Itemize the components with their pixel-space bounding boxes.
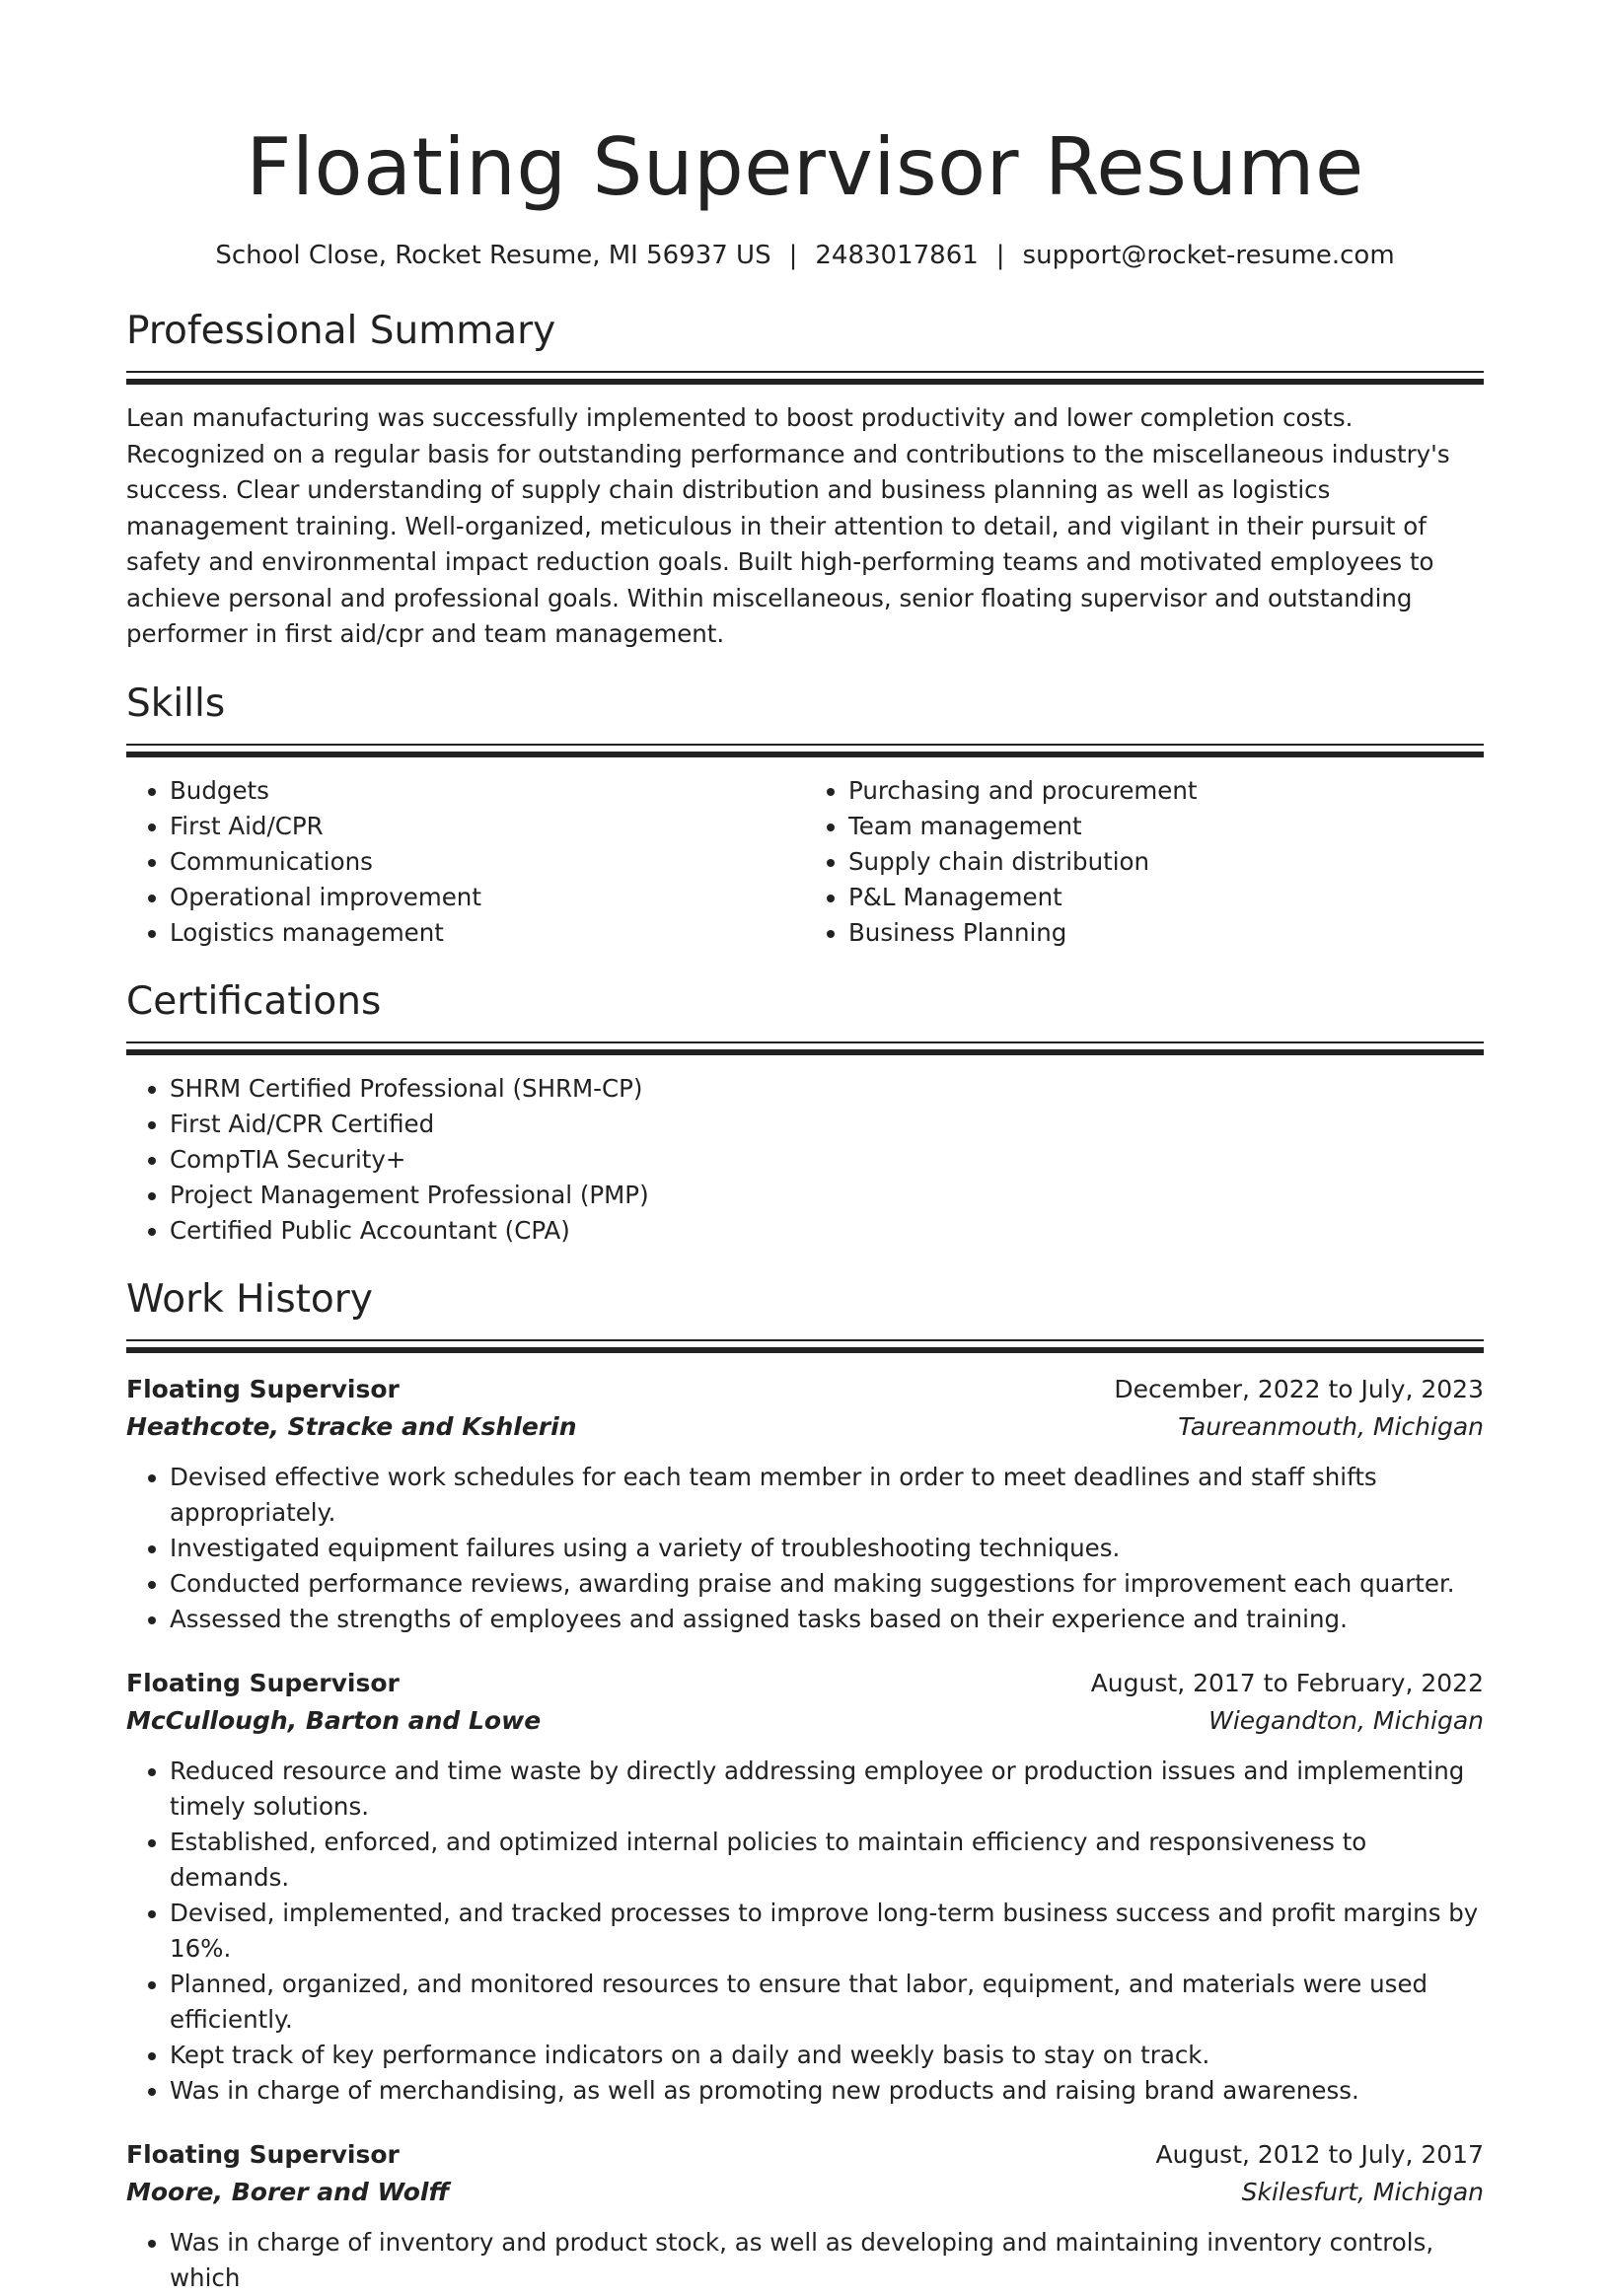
job-title: Floating Supervisor bbox=[126, 1374, 400, 1403]
skills-list-right bbox=[805, 773, 1484, 951]
skills-list-left bbox=[126, 773, 805, 951]
skill-item: • Team management bbox=[848, 809, 1484, 844]
job-bullet: • Planned, organized, and monitored resources to ensure that labor, equipment, and materials were used efficiently. bbox=[170, 1967, 1484, 2038]
professional-summary-section bbox=[126, 308, 1484, 653]
job-bullet: • Established, enforced, and optimized internal policies to maintain efficiency and responsiveness to demands. bbox=[170, 1825, 1484, 1896]
skill-item: • Logistics management bbox=[170, 915, 805, 951]
skill-item: • First Aid/CPR bbox=[170, 809, 805, 844]
skill-item: • Business Planning bbox=[848, 915, 1484, 951]
job-bullets bbox=[126, 1754, 1484, 2109]
skill-item: • P&L Management bbox=[848, 880, 1484, 915]
job-bullet: • Investigated equipment failures using a variety of troubleshooting techniques. bbox=[170, 1531, 1484, 1566]
skill-item: • Purchasing and procurement bbox=[848, 773, 1484, 809]
job-entry bbox=[126, 2136, 1484, 2296]
section-divider bbox=[126, 1041, 1484, 1055]
section-divider bbox=[126, 371, 1484, 385]
job-bullet: • Assessed the strengths of employees and assigned tasks based on their experience and training. bbox=[170, 1602, 1484, 1637]
job-bullet: • Devised effective work schedules for each team member in order to meet deadlines and staff shifts appropriately. bbox=[170, 1460, 1484, 1531]
skills-columns bbox=[126, 773, 1484, 951]
certification-item: • Certified Public Accountant (CPA) bbox=[170, 1213, 1484, 1249]
job-bullet: • Was in charge of merchandising, as well as promoting new products and raising brand awareness. bbox=[170, 2073, 1484, 2109]
section-heading: Professional Summary bbox=[126, 309, 556, 353]
section-heading: Skills bbox=[126, 681, 226, 726]
skill-item: • Supply chain distribution bbox=[848, 844, 1484, 880]
summary-text: Lean manufacturing was successfully implemented to boost productivity and lower completion costs. Recognized on a regular basis for outstanding performance and contributions to the miscellaneous industry's success. Clear understanding of supply chain distribution and business planning as well as logistics management training. Well-organized, meticulous in their attention to detail, and vigilant in their pursuit of safety and environmental impact reduction goals. Built high-performing teams and motivated employees to achieve personal and professional goals. Within miscellaneous, senior floating supervisor and outstanding performer in first aid/cpr and team management. bbox=[126, 403, 1450, 648]
job-company: Moore, Borer and Wolff bbox=[126, 2177, 450, 2206]
skills-section bbox=[126, 681, 1484, 951]
skill-item: • Operational improvement bbox=[170, 880, 805, 915]
job-bullet: • Devised, implemented, and tracked processes to improve long-term business success and profit margins by 16%. bbox=[170, 1896, 1484, 1967]
work-history-section bbox=[126, 1276, 1484, 2296]
certifications-section bbox=[126, 978, 1484, 1249]
contact-email: support@rocket-resume.com bbox=[1022, 241, 1395, 270]
section-divider bbox=[126, 744, 1484, 757]
job-title: Floating Supervisor bbox=[126, 1668, 400, 1697]
job-dates: December, 2022 to July, 2023 bbox=[1114, 1374, 1484, 1403]
job-location: Skilesfurt, Michigan bbox=[1241, 2177, 1484, 2206]
contact-line bbox=[126, 239, 1484, 272]
job-bullet: • Was in charge of inventory and product stock, as well as developing and maintaining inventory controls, which bbox=[170, 2225, 1484, 2296]
job-location: Wiegandton, Michigan bbox=[1208, 1705, 1484, 1735]
resume-title: Floating Supervisor Resume bbox=[246, 121, 1364, 213]
job-company: Heathcote, Stracke and Kshlerin bbox=[126, 1411, 577, 1441]
contact-phone: 2483017861 bbox=[815, 241, 979, 270]
job-entry bbox=[126, 1665, 1484, 2109]
section-divider bbox=[126, 1339, 1484, 1353]
contact-separator: | bbox=[995, 241, 1005, 270]
certification-item: • Project Management Professional (PMP) bbox=[170, 1178, 1484, 1213]
certification-item: • SHRM Certified Professional (SHRM-CP) bbox=[170, 1071, 1484, 1107]
certifications-list bbox=[126, 1071, 1484, 1249]
contact-address: School Close, Rocket Resume, MI 56937 US bbox=[215, 241, 771, 270]
skill-item: • Communications bbox=[170, 844, 805, 880]
contact-separator: | bbox=[788, 241, 798, 270]
job-bullet: • Conducted performance reviews, awarding praise and making suggestions for improvement each quarter. bbox=[170, 1566, 1484, 1602]
job-bullets bbox=[126, 2225, 1484, 2296]
certification-item: • CompTIA Security+ bbox=[170, 1142, 1484, 1178]
job-bullet: • Reduced resource and time waste by directly addressing employee or production issues and implementing timely solutions. bbox=[170, 1754, 1484, 1825]
job-location: Taureanmouth, Michigan bbox=[1178, 1411, 1484, 1441]
job-bullets bbox=[126, 1460, 1484, 1637]
section-heading: Certifications bbox=[126, 978, 382, 1024]
section-heading: Work History bbox=[126, 1276, 373, 1322]
job-title: Floating Supervisor bbox=[126, 2139, 400, 2169]
job-dates: August, 2012 to July, 2017 bbox=[1155, 2139, 1484, 2169]
job-dates: August, 2017 to February, 2022 bbox=[1090, 1668, 1484, 1697]
job-bullet: • Kept track of key performance indicators on a daily and weekly basis to stay on track. bbox=[170, 2038, 1484, 2073]
job-entry bbox=[126, 1371, 1484, 1637]
certification-item: • First Aid/CPR Certified bbox=[170, 1107, 1484, 1142]
skill-item: • Budgets bbox=[170, 773, 805, 809]
job-company: McCullough, Barton and Lowe bbox=[126, 1705, 542, 1735]
